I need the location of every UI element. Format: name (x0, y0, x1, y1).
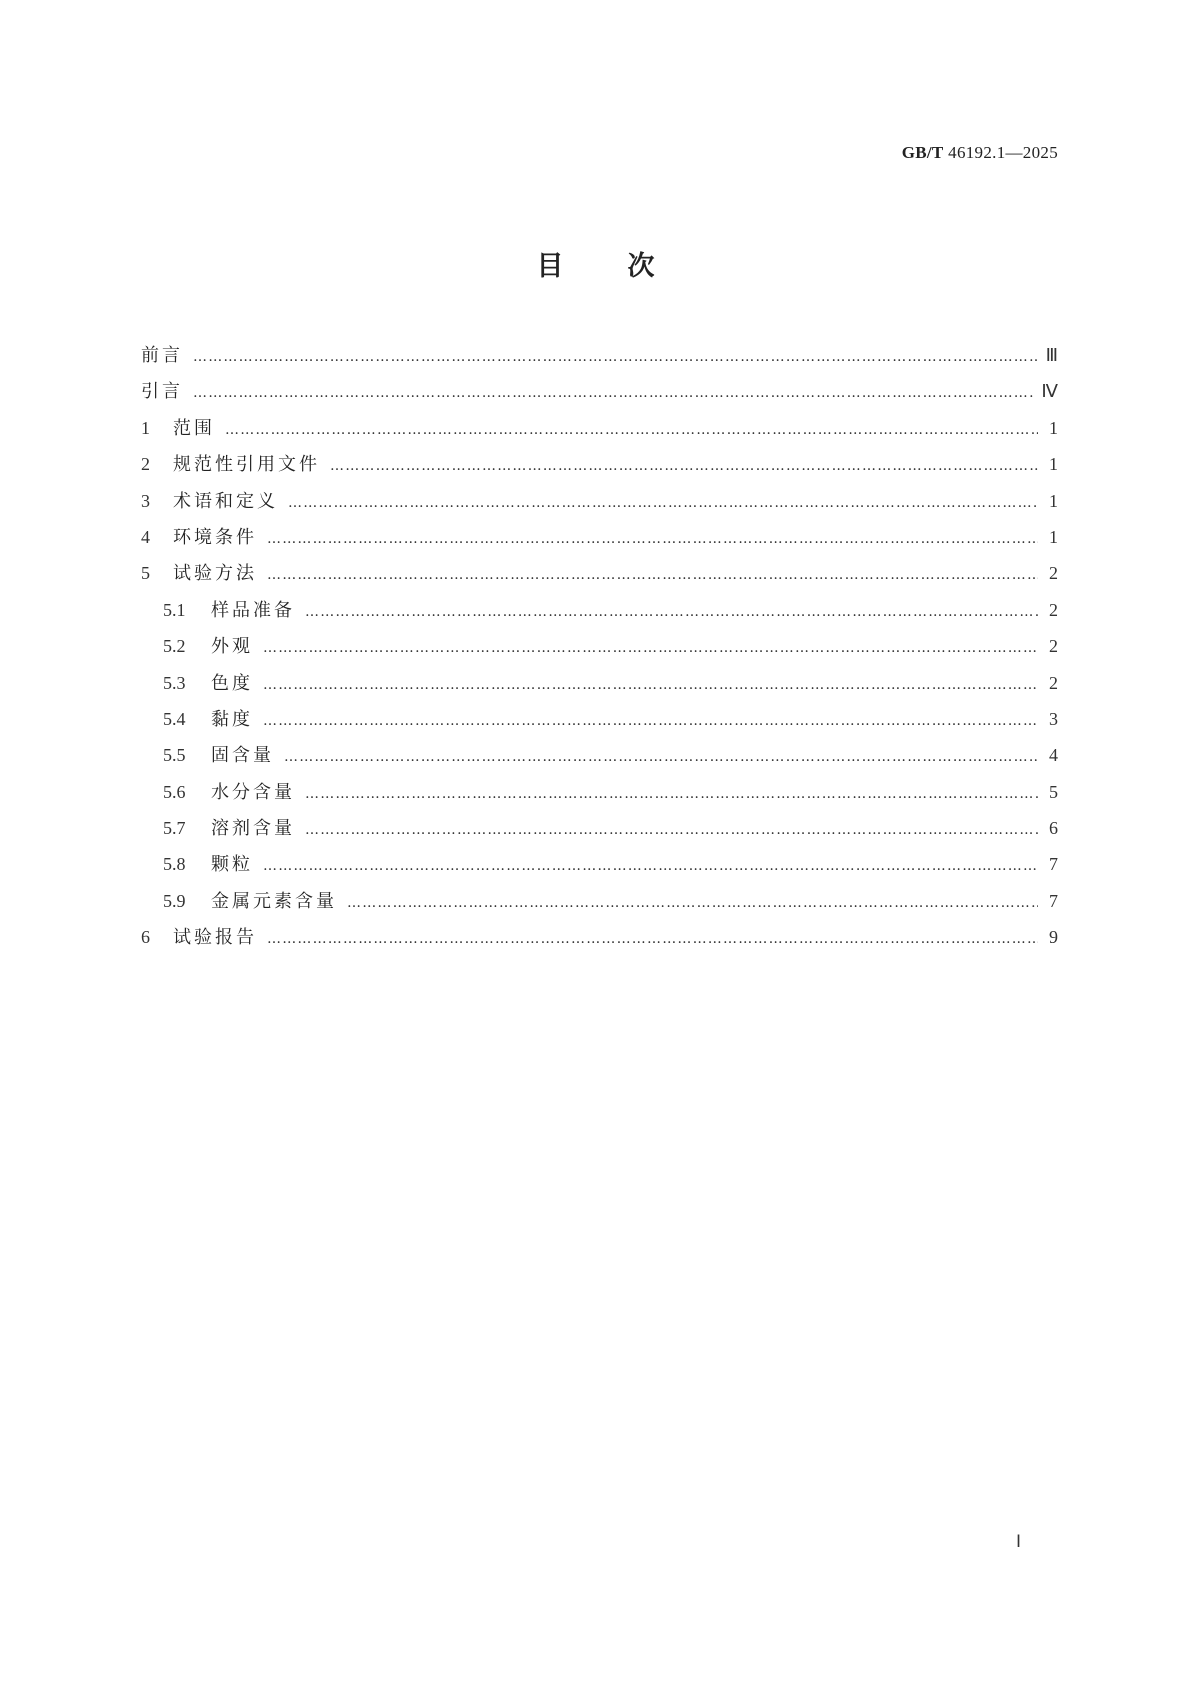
toc-entry-page: 1 (1049, 490, 1058, 511)
toc-entry-page: 2 (1049, 636, 1058, 657)
toc-dot-leader (347, 895, 1038, 911)
standard-prefix: GB/T (901, 143, 944, 162)
footer-page-number: Ⅰ (1015, 1532, 1021, 1551)
toc-entry[interactable] (141, 778, 1058, 814)
toc-entry[interactable] (141, 414, 1058, 450)
toc-entry[interactable] (141, 596, 1058, 632)
standard-code (902, 143, 1058, 163)
toc-entry-page: 2 (1049, 599, 1058, 620)
toc-entry-number: 5.2 (163, 636, 186, 657)
toc-entry-label: 外观 (211, 636, 253, 658)
toc-entry-label: 样品准备 (211, 599, 295, 621)
toc-dot-leader (263, 713, 1038, 729)
toc-entry[interactable] (141, 559, 1058, 595)
toc-entry-label: 色度 (211, 672, 253, 694)
toc-entry-label: 溶剂含量 (211, 818, 295, 840)
toc-entry-label: 试验方法 (173, 563, 257, 585)
toc-dot-leader (305, 786, 1038, 802)
toc-entry-number: 5.8 (163, 854, 186, 875)
toc-entry-number: 5.7 (163, 818, 186, 839)
standard-number: 46192.1—2025 (948, 143, 1058, 162)
toc-dot-leader (288, 495, 1038, 511)
toc-entry-number: 5.3 (163, 672, 186, 693)
toc-entry-label: 环境条件 (173, 526, 257, 548)
toc-entry-page: 2 (1049, 672, 1058, 693)
toc-entry-page: 4 (1049, 745, 1058, 766)
toc-entry[interactable] (141, 741, 1058, 777)
toc-entry-label: 引言 (141, 381, 183, 403)
toc-entry-label: 金属元素含量 (211, 890, 337, 912)
toc-entry-page: Ⅳ (1041, 381, 1058, 402)
toc-entry-label: 前言 (141, 345, 183, 366)
toc-entry-label: 黏度 (211, 708, 253, 730)
toc-dot-leader (330, 458, 1038, 474)
toc-entry[interactable] (141, 450, 1058, 486)
toc-entry-label: 试验报告 (173, 927, 257, 949)
toc-entry-label: 术语和定义 (173, 490, 278, 512)
toc-entry-number: 5.1 (163, 599, 186, 620)
toc-entry-number: 5.9 (163, 890, 186, 911)
toc-dot-leader (263, 640, 1038, 656)
toc-entry-page: 7 (1049, 854, 1058, 875)
toc-entry-page: Ⅲ (1045, 345, 1058, 365)
toc-entry[interactable] (141, 341, 1058, 377)
toc-entry-number: 5.6 (163, 781, 186, 802)
toc-entry-page: 7 (1049, 890, 1058, 911)
toc-dot-leader (263, 858, 1038, 874)
table-of-contents (141, 341, 1058, 960)
toc-entry-label: 规范性引用文件 (173, 454, 320, 476)
toc-dot-leader (267, 531, 1038, 547)
toc-entry[interactable] (141, 669, 1058, 705)
toc-entry[interactable] (141, 887, 1058, 923)
toc-entry-page: 5 (1049, 781, 1058, 802)
toc-entry-number: 5 (141, 563, 150, 584)
toc-dot-leader (284, 749, 1038, 765)
toc-dot-leader (193, 349, 1038, 365)
toc-entry-page: 9 (1049, 927, 1058, 948)
toc-dot-leader (305, 604, 1038, 620)
toc-dot-leader (305, 822, 1038, 838)
toc-entry-number: 4 (141, 526, 150, 547)
toc-entry-number: 5.4 (163, 708, 186, 729)
toc-entry[interactable] (141, 705, 1058, 741)
toc-entry-number: 5.5 (163, 745, 186, 766)
toc-dot-leader (225, 422, 1038, 438)
toc-entry-page: 1 (1049, 526, 1058, 547)
toc-entry-page: 3 (1049, 708, 1058, 729)
toc-entry-page: 1 (1049, 454, 1058, 475)
page-title: 目次 (536, 251, 719, 282)
toc-entry-number: 1 (141, 417, 150, 438)
toc-dot-leader (267, 567, 1038, 583)
toc-dot-leader (267, 931, 1038, 947)
toc-entry-page: 6 (1049, 818, 1058, 839)
toc-entry-number: 6 (141, 927, 150, 948)
toc-entry-label: 固含量 (211, 745, 274, 767)
toc-entry[interactable] (141, 814, 1058, 850)
toc-dot-leader (263, 677, 1038, 693)
toc-entry[interactable] (141, 632, 1058, 668)
toc-entry-label: 范围 (173, 417, 215, 439)
toc-entry-page: 2 (1049, 563, 1058, 584)
toc-entry[interactable] (141, 377, 1058, 413)
toc-entry-page: 1 (1049, 417, 1058, 438)
toc-entry-label: 水分含量 (211, 781, 295, 803)
toc-entry[interactable] (141, 850, 1058, 886)
toc-entry[interactable] (141, 523, 1058, 559)
toc-entry[interactable] (141, 923, 1058, 959)
toc-entry-number: 2 (141, 454, 150, 475)
toc-entry[interactable] (141, 487, 1058, 523)
toc-entry-label: 颗粒 (211, 854, 253, 876)
toc-dot-leader (193, 385, 1033, 401)
toc-entry-number: 3 (141, 490, 150, 511)
